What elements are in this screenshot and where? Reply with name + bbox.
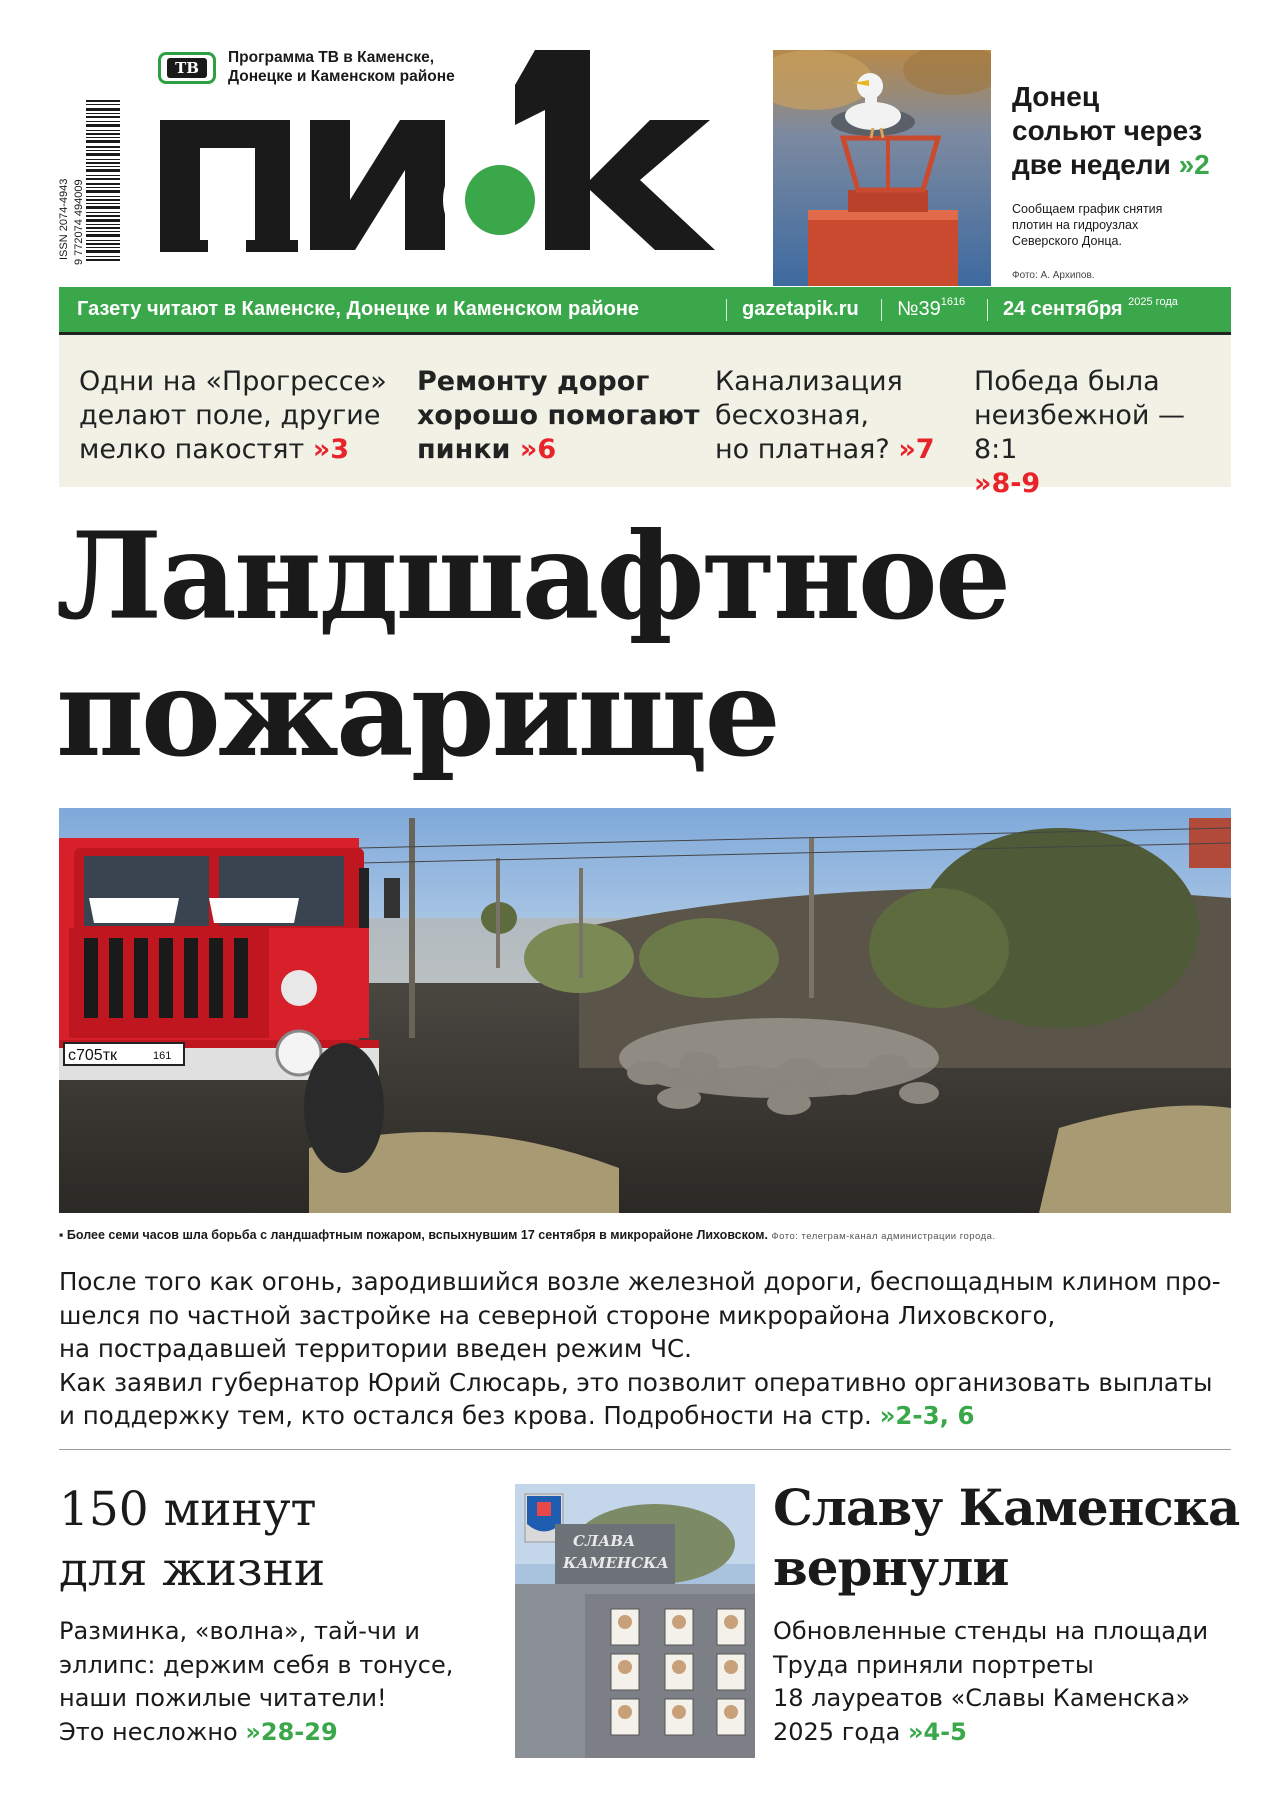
stand-sign-line2: КАМЕНСКА bbox=[563, 1554, 669, 1572]
teaser-page-ref[interactable]: »6 bbox=[519, 434, 557, 465]
stand-sign-line1: СЛАВА bbox=[573, 1532, 636, 1550]
newspaper-logo[interactable] bbox=[160, 50, 720, 255]
teaser-item[interactable]: Победа была неизбежной — 8:1 »8-9 bbox=[974, 366, 1186, 499]
story-glory-text: Обновленные стенды на площади Труда приняли портреты 18 лауреатов «Славы Каменска» 2025 года »4-5 bbox=[773, 1617, 1209, 1746]
story-glory-title[interactable]: Славу Каменска вернули bbox=[773, 1478, 1240, 1597]
story-glory-page-ref[interactable]: »4-5 bbox=[907, 1717, 967, 1746]
story-150-minutes-text: Разминка, «волна», тай-чи и эллипс: держим себя в тонусе, наши пожилые читатели! Это несложно »28-29 bbox=[59, 1617, 454, 1746]
teaser-donets-description: Сообщаем график снятия плотин на гидроузлах Северского Донца. bbox=[1012, 202, 1163, 248]
teaser-item[interactable]: Одни на «Прогрессе» делают поле, другие мелко пакостят »3 bbox=[79, 366, 387, 465]
teaser-page-ref[interactable]: »8-9 bbox=[974, 468, 1041, 499]
info-bar bbox=[59, 287, 1231, 335]
issue-date: 24 сентября $^{2025 года}$ bbox=[1003, 296, 1178, 320]
photo-credit: Фото: А. Архипов. bbox=[1012, 270, 1095, 281]
license-plate-region: 161 bbox=[153, 1050, 172, 1062]
gull-photo bbox=[773, 50, 991, 286]
teaser-page-ref[interactable]: »3 bbox=[312, 434, 350, 465]
teaser-page-ref[interactable]: »7 bbox=[898, 434, 935, 465]
photo-caption: ▪ Более семи часов шла борьба с ландшафтным пожаром, вспыхнувшим 17 сентября в микрорайоне Лиховском. Фото: телеграм-канал администрации города. bbox=[59, 1228, 996, 1242]
section-divider bbox=[59, 1449, 1231, 1450]
lead-page-ref[interactable]: »2-3, 6 bbox=[879, 1401, 975, 1430]
license-plate: с705тк bbox=[68, 1047, 118, 1064]
barcode bbox=[62, 100, 120, 270]
issue-number: $№39^{1616}$ bbox=[897, 296, 966, 320]
website-link[interactable]: gazetapik.ru bbox=[742, 298, 859, 320]
logo-mark bbox=[160, 50, 720, 255]
teaser-item[interactable]: Ремонту дорог хорошо помогают пинки »6 bbox=[417, 366, 700, 465]
teaser-donets-page-ref[interactable]: »2 bbox=[1178, 149, 1210, 180]
story-150-minutes-title[interactable]: 150 минут для жизни bbox=[59, 1482, 326, 1597]
barcode-digits: 9 772074 494009 bbox=[73, 179, 85, 265]
issn-number: ISSN 2074-4943 bbox=[58, 178, 70, 260]
readership-note: Газету читают в Каменске, Донецке и Каменском районе bbox=[77, 298, 640, 320]
tv-program-note: Программа ТВ в Каменске, Донецке и Каменском районе bbox=[228, 49, 455, 85]
teaser-band bbox=[59, 335, 1231, 499]
photo-credit: Фото: телеграм-канал администрации города. bbox=[771, 1231, 996, 1242]
teaser-item[interactable]: Канализация бесхозная, но платная? »7 bbox=[715, 366, 935, 465]
story-150-minutes-page-ref[interactable]: »28-29 bbox=[245, 1717, 338, 1746]
glory-stand-photo bbox=[515, 1484, 755, 1758]
lead-paragraph: После того как огонь, зародившийся возле железной дороги, беспощадным клином про- шелся по частной застройке на северной стороне микрорайона Лиховского, на пострадавшей территории введен режим ЧС. Как заявил губернатор Юрий Слюсарь, это позволит оперативно организовать выплаты и поддержку тем, кто остался без крова. Подробности на стр. »2-3, 6 bbox=[59, 1267, 1221, 1430]
fire-truck-photo bbox=[59, 808, 1231, 1213]
main-headline[interactable]: Ландшафтное пожарище bbox=[56, 506, 1009, 784]
tv-badge-label: ТВ bbox=[167, 58, 207, 78]
teaser-donets-title[interactable]: Донец сольют через две недели »2 bbox=[1012, 81, 1210, 180]
